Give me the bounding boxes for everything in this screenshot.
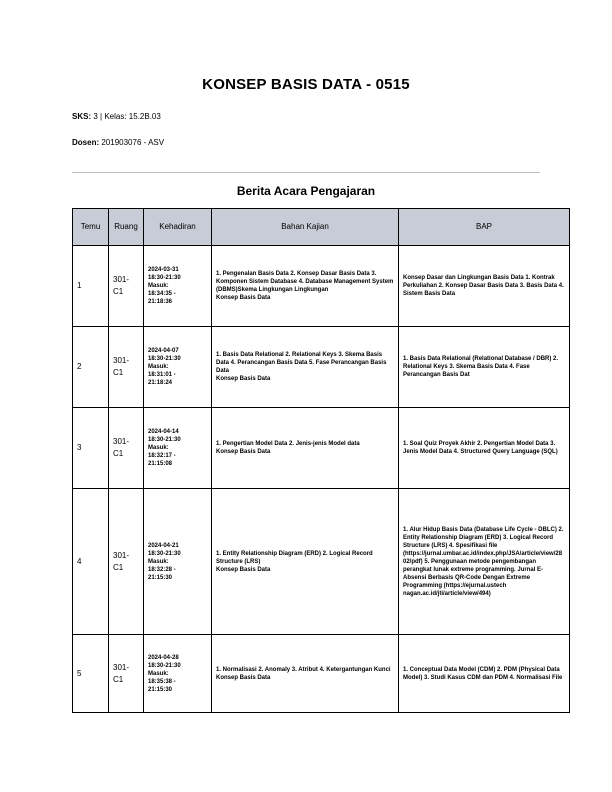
table-row xyxy=(73,327,570,408)
column-header-ruang: Ruang xyxy=(109,209,144,246)
cell-ruang: 301-C1 xyxy=(109,327,144,408)
cell-text: 18:30-21:30 xyxy=(148,437,181,443)
cell-text: 2024-03-31 xyxy=(148,267,179,273)
cell-text: 1. Basis Data Relational (Relational Database / DBR) 2. Relational Keys 3. Skema Basis Data 4. Fase Perancangan Basis Dat xyxy=(403,356,559,378)
cell-text: Masuk: xyxy=(148,558,169,565)
cell-text: Masuk: xyxy=(148,364,169,370)
cell-ruang: 301-C1 xyxy=(109,408,144,489)
cell-text: 2024-04-07 xyxy=(148,348,179,354)
cell-text: Konsep Basis Data xyxy=(216,566,271,573)
cell-text: 18:30-21:30 xyxy=(148,662,181,669)
column-header-bap: BAP xyxy=(399,209,570,246)
cell-text: 18:30-21:30 xyxy=(148,356,181,362)
cell-bap xyxy=(399,489,570,635)
cell-temu: 4 xyxy=(73,489,109,635)
cell-temu: 5 xyxy=(73,635,109,713)
cell-text: 18:30-21:30 xyxy=(148,550,181,557)
sks-value: 3 | Kelas: 15.2B.03 xyxy=(93,112,161,121)
cell-ruang: 301-C1 xyxy=(109,246,144,327)
cell-text: 18:31:01 - xyxy=(148,372,176,378)
cell-text: Konsep Basis Data xyxy=(216,674,271,681)
table-row xyxy=(73,246,570,327)
cell-bap xyxy=(399,408,570,489)
cell-temu: 3 xyxy=(73,408,109,489)
cell-text: 1. Basis Data Relational 2. Relational Keys 3. Skema Basis Data 4. Perancangan Basis Data 5. Fase Perancangan Basis Data xyxy=(216,352,387,374)
cell-text: 1. Pengertian Model Data 2. Jenis-jenis Model data xyxy=(216,441,360,447)
column-header-bahan-kajian: Bahan Kajian xyxy=(212,209,399,246)
cell-bap xyxy=(399,635,570,713)
cell-bahan-kajian xyxy=(212,246,399,327)
teaching-record-table xyxy=(72,208,570,713)
cell-text: 21:15:30 xyxy=(148,686,173,693)
cell-bap xyxy=(399,246,570,327)
cell-text: 18:35:38 - xyxy=(148,678,176,685)
cell-text: 18:32:17 - xyxy=(148,453,176,459)
cell-text: 21:15:30 xyxy=(148,574,173,581)
cell-ruang: 301-C1 xyxy=(109,635,144,713)
table-row xyxy=(73,635,570,713)
cell-temu: 1 xyxy=(73,246,109,327)
cell-kehadiran xyxy=(144,489,212,635)
sks-kelas-info xyxy=(72,112,161,121)
cell-text: 1. Alur Hidup Basis Data (Database Life Cycle - DBLC) 2. Entity Relationship Diagram (ERD) 3. Logical Record Structure (LRS) 4. Spesifikasi file (https://jurnal.umbar.ac.id/index.php/JSA/article/view/2802/pdf) 5. Penggunaan metode pengembangan perangkat lunak extreme programming. Jurnal E-Absensi Berbasis QR-Code Dengan Extreme Programming (https://ejurnal.ustech nagan.ac.id/jti/article/view/494) xyxy=(403,526,564,597)
cell-kehadiran xyxy=(144,635,212,713)
cell-text: 1. Entity Relationship Diagram (ERD) 2. Logical Record Structure (LRS) xyxy=(216,550,373,565)
cell-bahan-kajian xyxy=(212,635,399,713)
dosen-info xyxy=(72,138,164,147)
cell-text: 2024-04-28 xyxy=(148,654,179,661)
course-title: KONSEP BASIS DATA - 0515 xyxy=(202,76,410,93)
dosen-label: Dosen: xyxy=(72,138,100,147)
table-row xyxy=(73,408,570,489)
cell-ruang: 301-C1 xyxy=(109,489,144,635)
dosen-value: 201903076 - ASV xyxy=(101,138,165,147)
cell-text: 1. Pengenalan Basis Data 2. Konsep Dasar Basis Data 3. Komponen Sistem Database 4. Database Management System (DBMS)Skema Lingkungan Lingkungan xyxy=(216,271,394,293)
cell-text: Masuk: xyxy=(148,670,169,677)
cell-bahan-kajian xyxy=(212,408,399,489)
cell-kehadiran xyxy=(144,246,212,327)
cell-text: Masuk: xyxy=(148,283,169,289)
cell-text: 21:18:36 xyxy=(148,299,173,305)
cell-text: Konsep Basis Data xyxy=(216,295,271,301)
table-row xyxy=(73,489,570,635)
cell-temu: 2 xyxy=(73,327,109,408)
cell-text: Konsep Basis Data xyxy=(216,376,271,382)
column-header-kehadiran: Kehadiran xyxy=(144,209,212,246)
horizontal-divider xyxy=(72,172,540,173)
cell-kehadiran xyxy=(144,327,212,408)
cell-text: 18:34:35 - xyxy=(148,291,176,297)
cell-text: 21:15:08 xyxy=(148,461,173,467)
cell-text: 2024-04-21 xyxy=(148,542,179,549)
cell-bap xyxy=(399,327,570,408)
table-header-row xyxy=(73,209,570,246)
cell-text: 18:30-21:30 xyxy=(148,275,181,281)
cell-text: 2024-04-14 xyxy=(148,429,179,435)
cell-text: Konsep Dasar dan Lingkungan Basis Data 1. Kontrak Perkuliahan 2. Konsep Dasar Basis Data 3. Basis Data 4. Sistem Basis Data xyxy=(403,275,564,297)
cell-bahan-kajian xyxy=(212,489,399,635)
cell-text: 21:18:24 xyxy=(148,380,173,386)
cell-text: 1. Conceptual Data Model (CDM) 2. PDM (Physical Data Model) 3. Studi Kasus CDM dan PDM 4. Normalisasi File xyxy=(403,666,563,681)
cell-bahan-kajian xyxy=(212,327,399,408)
cell-text: 1. Soal Quiz Proyek Akhir 2. Pengertian Model Data 3. Jenis Model Data 4. Structured Query Language (SQL) xyxy=(403,441,558,455)
sks-label: SKS: xyxy=(72,112,92,121)
cell-text: Konsep Basis Data xyxy=(216,449,271,455)
cell-text: 18:32:28 - xyxy=(148,566,176,573)
cell-text: Masuk: xyxy=(148,445,169,451)
section-title: Berita Acara Pengajaran xyxy=(236,184,376,198)
cell-text: 1. Normalisasi 2. Anomaly 3. Atribut 4. Ketergantungan Kunci xyxy=(216,666,391,673)
cell-kehadiran xyxy=(144,408,212,489)
column-header-temu: Temu xyxy=(73,209,109,246)
